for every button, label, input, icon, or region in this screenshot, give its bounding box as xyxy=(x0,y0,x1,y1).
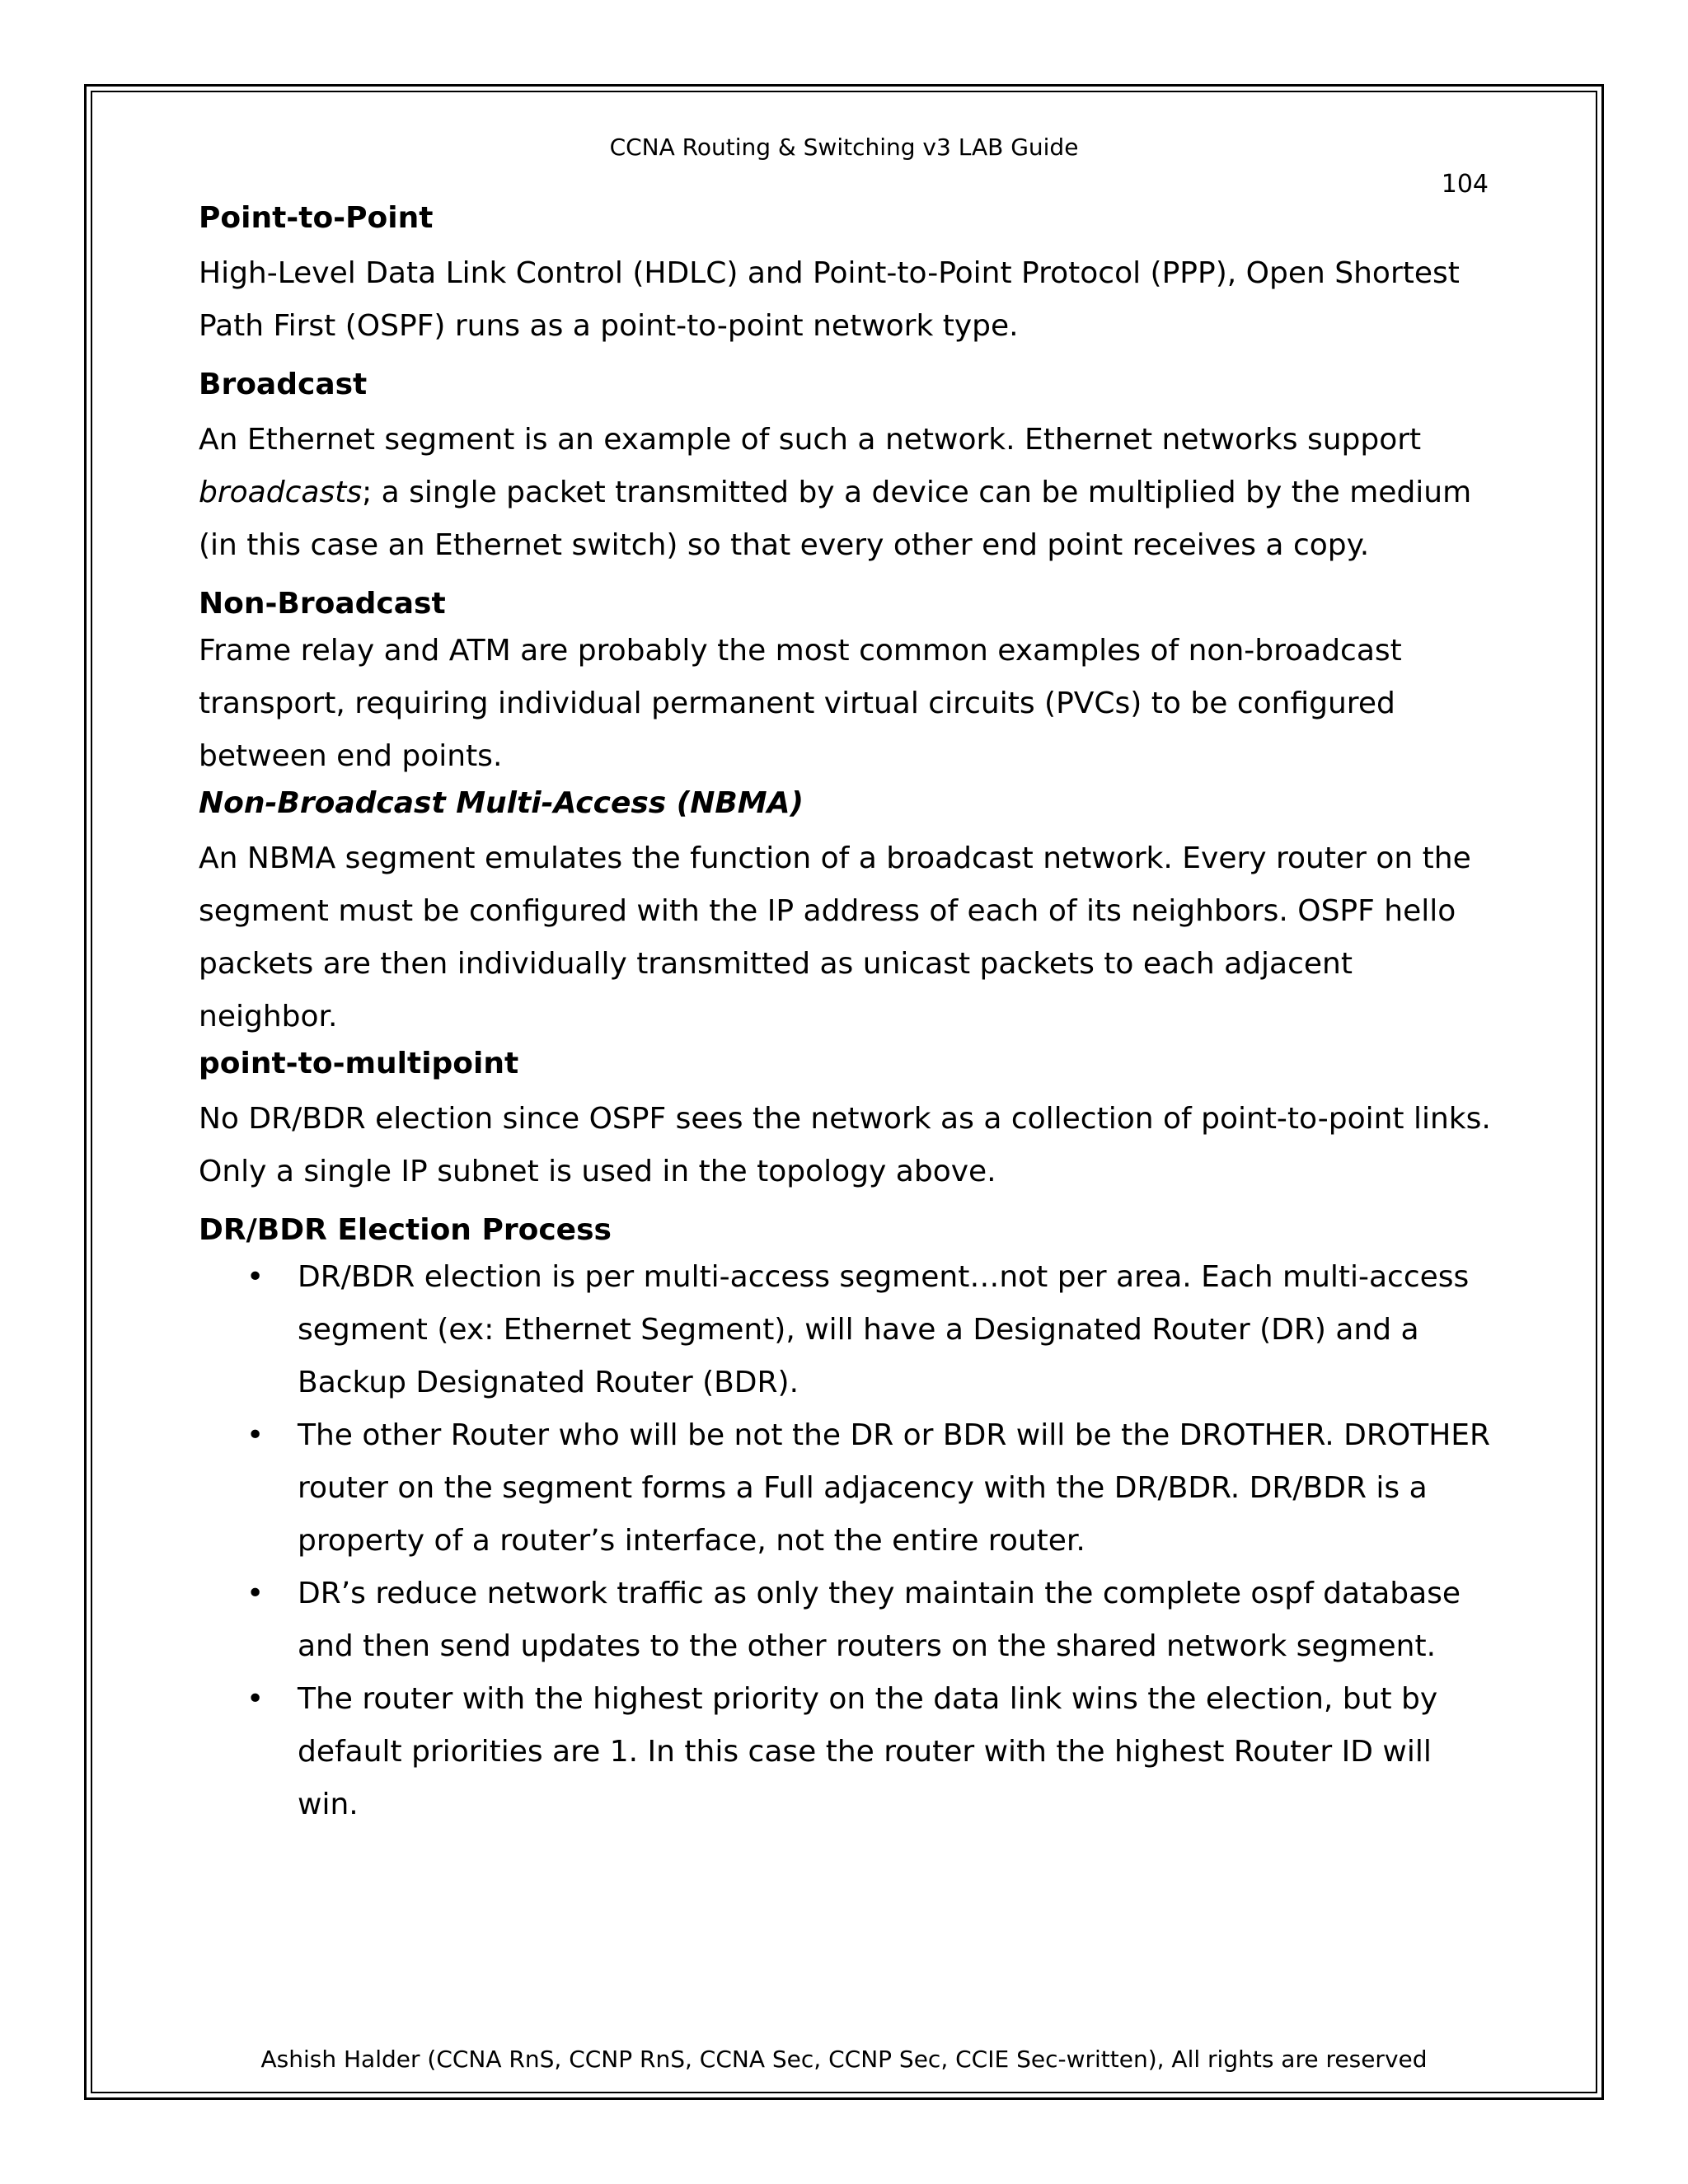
page-content xyxy=(199,198,1493,1831)
list-item-text: The router with the highest priority on the data link wins the election, but by default priorities are 1. In this case the router with the highest Router ID will win. xyxy=(298,1682,1438,1821)
election-bullet-list xyxy=(199,1251,1493,1831)
footer-copyright: Ashish Halder (CCNA RnS, CCNP RnS, CCNA Sec, CCNP Sec, CCIE Sec-written), All rights are reserved xyxy=(260,2046,1428,2073)
running-title: CCNA Routing & Switching v3 LAB Guide xyxy=(609,134,1079,161)
bullet-mark: • xyxy=(246,1577,265,1610)
list-item-text: DR’s reduce network traffic as only they maintain the complete ospf database and then send updates to the other routers on the shared network segment. xyxy=(298,1577,1461,1663)
bullet-mark: • xyxy=(246,1682,265,1716)
list-item xyxy=(199,1568,1493,1673)
paragraph-nbma: An NBMA segment emulates the function of a broadcast network. Every router on the segment must be configured with the IP address of each of its neighbors. OSPF hello packets are then individually transmitted as unicast packets to each adjacent neighbor. xyxy=(199,841,1471,1033)
broadcast-text-italic: broadcasts xyxy=(199,476,363,509)
broadcast-text-end: ; a single packet transmitted by a device can be multiplied by the medium (in this case an Ethernet switch) so that every other end point receives a copy. xyxy=(199,476,1472,562)
paragraph-point-to-multipoint-line2: Only a single IP subnet is used in the topology above. xyxy=(199,1155,996,1188)
list-item xyxy=(199,1251,1493,1409)
list-item xyxy=(199,1409,1493,1568)
heading-point-to-multipoint: point-to-multipoint xyxy=(199,1047,519,1080)
broadcast-text-start: An Ethernet segment is an example of such a network. Ethernet networks support xyxy=(199,423,1422,457)
heading-non-broadcast: Non-Broadcast xyxy=(199,587,446,621)
paragraph-point-to-multipoint-line1: No DR/BDR election since OSPF sees the network as a collection of point-to-point links. xyxy=(199,1102,1491,1136)
page-number: 104 xyxy=(1441,170,1489,199)
heading-point-to-point: Point-to-Point xyxy=(199,201,434,235)
heading-dr-bdr-election: DR/BDR Election Process xyxy=(199,1213,612,1247)
heading-nbma: Non-Broadcast Multi-Access (NBMA) xyxy=(199,786,804,820)
list-item xyxy=(199,1673,1493,1831)
paragraph-point-to-point: High-Level Data Link Control (HDLC) and Point-to-Point Protocol (PPP), Open Shortest Path First (OSPF) runs as a point-to-point network type. xyxy=(199,256,1460,343)
heading-broadcast: Broadcast xyxy=(199,368,368,401)
list-item-text: DR/BDR election is per multi-access segment…not per area. Each multi-access segment (ex: Ethernet Segment), will have a Designated Router (DR) and a Backup Designated Router (BDR). xyxy=(298,1260,1470,1399)
paragraph-non-broadcast: Frame relay and ATM are probably the most common examples of non-broadcast transport, requiring individual permanent virtual circuits (PVCs) to be configured between end points. xyxy=(199,634,1402,773)
bullet-mark: • xyxy=(246,1418,265,1452)
paragraph-broadcast xyxy=(199,414,1493,572)
bullet-mark: • xyxy=(246,1260,265,1294)
list-item-text: The other Router who will be not the DR or BDR will be the DROTHER. DROTHER router on the segment forms a Full adjacency with the DR/BDR. DR/BDR is a property of a router’s interface, not the entire router. xyxy=(298,1418,1491,1558)
